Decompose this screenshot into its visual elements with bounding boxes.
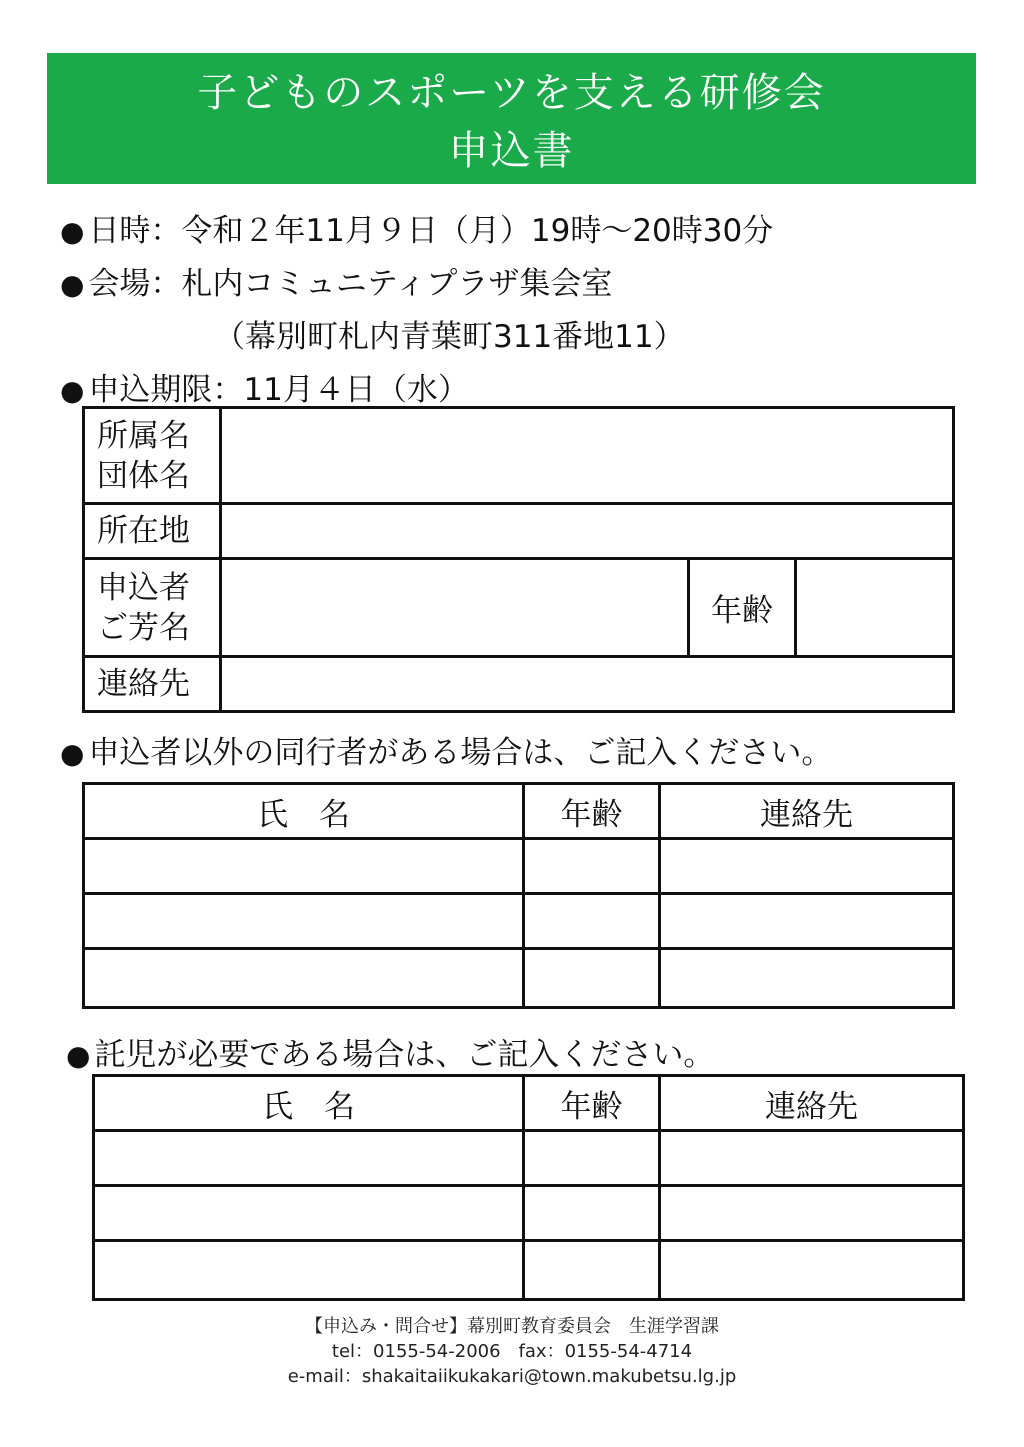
table-row	[84, 894, 954, 949]
datetime-text: 日時：令和２年11月９日（月）19時～20時30分	[88, 213, 774, 249]
bullet-icon: ●	[60, 737, 85, 770]
age-cell[interactable]	[524, 1131, 660, 1186]
application-deadline	[60, 370, 469, 411]
column-header-age: 年齢	[524, 1076, 660, 1131]
footer-phone-fax: tel：0155-54-2006 fax：0155-54-4714	[331, 1341, 693, 1362]
applicant-name-label: 申込者 ご芳名	[84, 559, 221, 657]
table-row	[94, 1186, 964, 1241]
table-row	[94, 1131, 964, 1186]
page-subtitle: 申込書	[448, 128, 575, 174]
age-field[interactable]	[796, 559, 954, 657]
affiliation-field[interactable]	[221, 408, 954, 504]
age-cell[interactable]	[524, 894, 660, 949]
column-header-contact: 連絡先	[660, 784, 954, 839]
page-title: 子どものスポーツを支える研修会	[197, 70, 826, 116]
companions-table	[82, 782, 955, 1009]
venue-address: （幕別町札内青葉町311番地11）	[214, 319, 685, 355]
name-cell[interactable]	[94, 1186, 524, 1241]
table-row	[84, 839, 954, 894]
bullet-icon: ●	[60, 268, 85, 301]
venue-text: 会場：札内コミュニティプラザ集会室	[88, 266, 613, 302]
contact-cell[interactable]	[660, 839, 954, 894]
contact-cell[interactable]	[660, 1241, 964, 1300]
event-venue	[60, 264, 612, 305]
address-label: 所在地	[84, 504, 221, 559]
name-cell[interactable]	[84, 894, 524, 949]
column-header-age: 年齢	[524, 784, 660, 839]
deadline-text: 申込期限：11月４日（水）	[88, 372, 469, 408]
table-row	[84, 949, 954, 1008]
age-cell[interactable]	[524, 839, 660, 894]
footer-email: e-mail：shakaitaiikukakari@town.makubetsu.lg.jp	[287, 1366, 737, 1387]
name-cell[interactable]	[94, 1131, 524, 1186]
applicant-form-table	[82, 406, 955, 713]
applicant-name-field[interactable]	[221, 559, 689, 657]
companions-heading: ● 申込者以外の同行者がある場合は、ご記入ください。	[60, 735, 833, 771]
contact-cell[interactable]	[660, 1186, 964, 1241]
column-header-name: 氏 名	[84, 784, 524, 839]
contact-cell[interactable]	[660, 1131, 964, 1186]
name-cell[interactable]	[84, 949, 524, 1008]
bullet-icon: ●	[60, 374, 85, 407]
column-header-name: 氏 名	[94, 1076, 524, 1131]
childcare-heading: ● 託児が必要である場合は、ご記入ください。	[66, 1037, 715, 1073]
age-cell[interactable]	[524, 949, 660, 1008]
contact-cell[interactable]	[660, 949, 954, 1008]
childcare-table	[92, 1074, 965, 1301]
contact-field[interactable]	[221, 657, 954, 712]
address-field[interactable]	[221, 504, 954, 559]
event-datetime	[60, 211, 773, 252]
affiliation-label: 所属名 団体名	[84, 408, 221, 504]
age-label: 年齢	[689, 559, 796, 657]
name-cell[interactable]	[94, 1241, 524, 1300]
name-cell[interactable]	[84, 839, 524, 894]
title-banner	[47, 53, 976, 184]
bullet-icon: ●	[66, 1039, 91, 1072]
age-cell[interactable]	[524, 1186, 660, 1241]
bullet-icon: ●	[60, 215, 85, 248]
contact-cell[interactable]	[660, 894, 954, 949]
contact-label: 連絡先	[84, 657, 221, 712]
age-cell[interactable]	[524, 1241, 660, 1300]
footer-contact-office: 【申込み・問合せ】幕別町教育委員会 生涯学習課	[305, 1316, 719, 1337]
column-header-contact: 連絡先	[660, 1076, 964, 1131]
table-row	[94, 1241, 964, 1300]
